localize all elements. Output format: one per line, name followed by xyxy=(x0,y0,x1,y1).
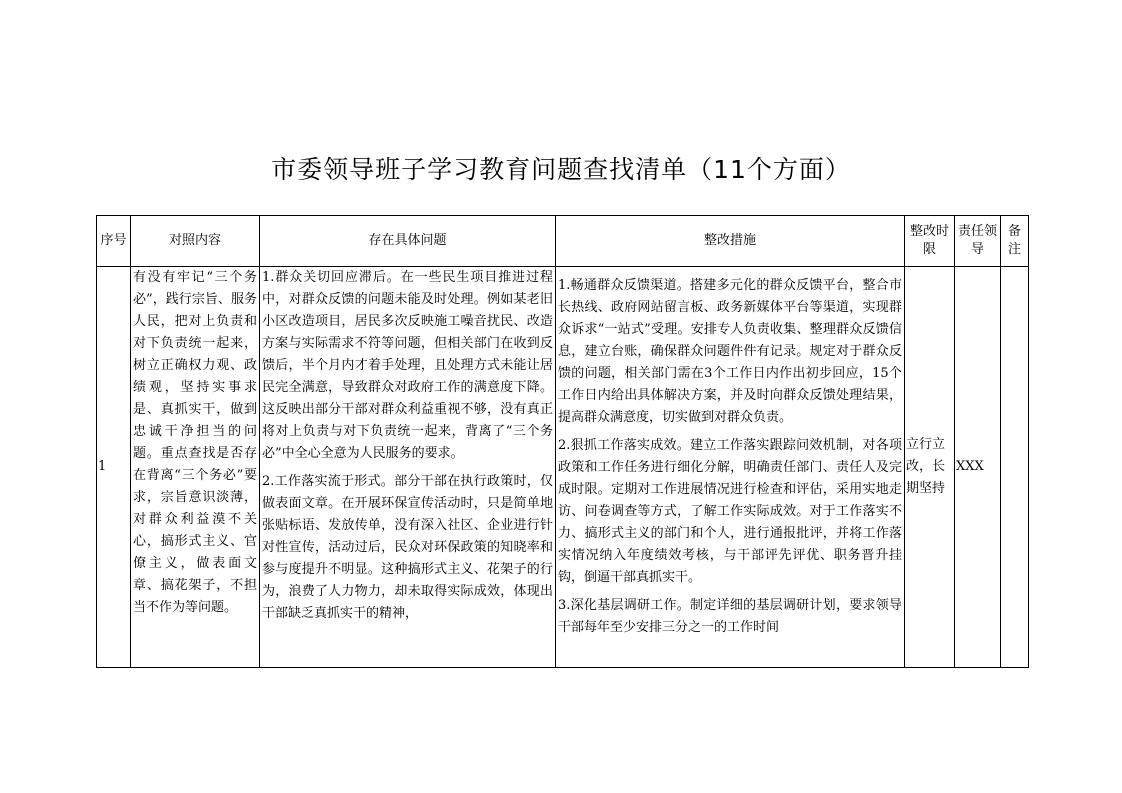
header-problems: 存在具体问题 xyxy=(260,216,556,267)
measure-item-2: 2.狠抓工作落实成效。建立工作落实跟踪问效机制，对各项政策和工作任务进行细化分解，明确责任部门、责任人及完成时限。定期对工作进展情况进行检查和评估，采用实地走访、问卷调查等方式，了解工作实际成效。对于工作落实不力、搞形式主义的部门和个人，进行通报批评，并将工作落实情况纳入年度绩效考核，与干部评先评优、职务晋升挂钩，倒逼干部真抓实干。 xyxy=(558,438,902,585)
cell-deadline: 立行立改，长期坚持 xyxy=(905,267,955,668)
header-leader: 责任领导 xyxy=(955,216,1001,267)
cell-leader: XXX xyxy=(955,267,1001,668)
table-row xyxy=(97,267,1029,668)
problem-list-table xyxy=(96,215,1029,668)
header-measures: 整改措施 xyxy=(556,216,905,267)
cell-measures xyxy=(556,267,905,668)
header-remark: 备注 xyxy=(1001,216,1029,267)
header-index: 序号 xyxy=(97,216,131,267)
header-content: 对照内容 xyxy=(131,216,260,267)
problem-item-2: 2.工作落实流于形式。部分干部在执行政策时，仅做表面文章。在开展环保宣传活动时，只是简单地张贴标语、发放传单，没有深入社区、企业进行针对性宣传，活动过后，民众对环保政策的知晓率和参与度提升不明显。这种搞形式主义、花架子的行为，浪费了人力物力，却未取得实际成效，体现出干部缺乏真抓实干的精神， xyxy=(262,474,553,621)
page-title: 市委领导班子学习教育问题查找清单（11个方面） xyxy=(271,155,851,184)
measure-item-3: 3.深化基层调研工作。制定详细的基层调研计划，要求领导干部每年至少安排三分之一的工作时间 xyxy=(558,598,902,635)
content-text: 有没有牢记“三个务必”，践行宗旨、服务人民，把对上负责和对下负责统一起来，树立正确权力观、政绩观，坚持实事求是、真抓实干，做到忠诚干净担当的问题。重点查找是否存在背离“三个务必”要求，宗旨意识淡薄，对群众利益漠不关心，搞形式主义、官僚主义，做表面文章、搞花架子，不担当不作为等问题。 xyxy=(133,270,257,615)
cell-content xyxy=(131,267,260,668)
cell-problems xyxy=(260,267,556,668)
measure-item-1: 1.畅通群众反馈渠道。搭建多元化的群众反馈平台，整合市长热线、政府网站留言板、政务新媒体平台等渠道，实现群众诉求“一站式”受理。安排专人负责收集、整理群众反馈信息，建立台账，确保群众问题件件有记录。规定对于群众反馈的问题，相关部门需在3个工作日内作出初步回应，15个工作日内给出具体解决方案，并及时向群众反馈处理结果，提高群众满意度，切实做到对群众负责。 xyxy=(558,278,902,425)
cell-remark xyxy=(1001,267,1029,668)
cell-index: 1 xyxy=(97,267,131,668)
header-deadline: 整改时限 xyxy=(905,216,955,267)
table-header-row xyxy=(97,216,1029,267)
problem-item-1: 1.群众关切回应滞后。在一些民生项目推进过程中，对群众反馈的问题未能及时处理。例如某老旧小区改造项目，居民多次反映施工噪音扰民、改造方案与实际需求不符等问题，但相关部门在收到反馈后，半个月内才着手处理，且处理方式未能让居民完全满意，导致群众对政府工作的满意度下降。这反映出部分干部对群众利益重视不够，没有真正将对上负责与对下负责统一起来，背离了“三个务必”中全心全意为人民服务的要求。 xyxy=(262,270,553,461)
